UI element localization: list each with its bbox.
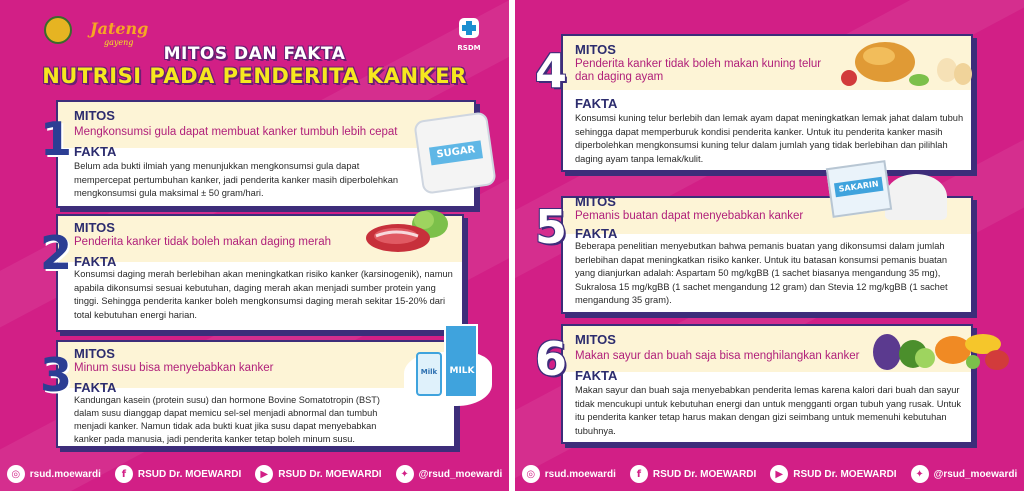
fact-text: Beberapa penelitian menyebutkan bahwa pemanis buatan yang dikonsumsi dalam jumlah berlebihan dapat meningkatkan risiko kanker. Untuk itu batasan konsumsi pemanis buatan yang dianjurkan adalah: Aspartam 50 mg/kgBB (1 sachet biasanya mengandung 35 mg), Sukralosa 15 mg/kgBB (1 sachet mengandung 12 gram) dan Stevia 12 mg/kgBB (1 sachet mengandung 35 gram). — [575, 241, 948, 305]
myth-heading: MITOS — [575, 332, 616, 347]
fact-text: Kandungan kasein (protein susu) dan hormone Bovine Somatotropin (BST) dalam susu dianggap dapat memicu sel-sel menjadi abnormal dan tumbuh menjadi kanker. Namun tidak ada bukti kuat jika susu dapat menyebabkan kanker pada manusia, jadi penderita kanker tetap boleh minum susu. — [74, 395, 380, 444]
youtube-icon: ▶ — [770, 465, 788, 483]
central-java-emblem-icon — [44, 16, 72, 44]
footer-instagram[interactable]: ◎ rsud.moewardi — [522, 465, 616, 483]
fruits-vegetables-icon — [865, 316, 1015, 374]
fact-text: Konsumsi daging merah berlebihan akan meningkatkan risiko kanker (karsinogenik), namun apabila dikonsumsi sesuai kebutuhan, daging merah akan menjadi sumber protein yang tinggi. Sehingga penderita kanker boleh mengkonsumsi daging merah sekitar 15-20% dari total kebutuhan energi harian. — [74, 269, 453, 320]
myth-text: Minum susu bisa menyebabkan kanker — [74, 362, 274, 374]
right-panel — [515, 0, 1024, 491]
fact-heading: FAKTA — [74, 254, 117, 269]
myth-heading: MITOS — [74, 220, 115, 235]
title-line-2: NUTRISI PADA PENDERITA KANKER — [42, 64, 467, 88]
myth-heading: MITOS — [74, 346, 115, 361]
youtube-icon: ▶ — [255, 465, 273, 483]
myth-heading: MITOS — [575, 42, 616, 57]
footer-social — [515, 457, 1024, 491]
facebook-icon: f — [115, 465, 133, 483]
instagram-icon: ◎ — [7, 465, 25, 483]
myth-text: Pemanis buatan dapat menyebabkan kanker — [575, 210, 804, 222]
myth-text: Penderita kanker tidak boleh makan kuning telur dan daging ayam — [575, 58, 822, 83]
myth-text: Mengkonsumsi gula dapat membuat kanker tumbuh lebih cepat — [74, 126, 398, 138]
fact-heading: FAKTA — [575, 226, 618, 241]
myth-heading: MITOS — [74, 108, 115, 123]
rsdm-logo: RSDM — [452, 16, 486, 56]
item-number-5: 5 — [535, 200, 568, 254]
item-number-4: 4 — [535, 44, 568, 98]
footer-twitter[interactable]: ✦ @rsud_moewardi — [911, 465, 1018, 483]
footer-social — [0, 457, 509, 491]
milk-carton-icon: MILK Milk — [404, 316, 494, 408]
fact-heading: FAKTA — [74, 380, 117, 395]
left-panel — [0, 0, 509, 491]
fact-heading: FAKTA — [74, 144, 117, 159]
footer-facebook[interactable]: f RSUD Dr. MOEWARDI — [115, 465, 241, 483]
instagram-icon: ◎ — [522, 465, 540, 483]
item-number-2: 2 — [40, 226, 73, 280]
footer-youtube[interactable]: ▶ RSUD Dr. MOEWARDI — [770, 465, 896, 483]
rsdm-cross-icon — [457, 16, 481, 40]
fact-heading: FAKTA — [575, 96, 618, 111]
jateng-logo: Jateng gayeng — [90, 19, 149, 47]
footer-instagram[interactable]: ◎ rsud.moewardi — [7, 465, 101, 483]
item-number-3: 3 — [40, 348, 73, 402]
title-line-1: MITOS DAN FAKTA — [163, 44, 346, 64]
fact-heading: FAKTA — [575, 368, 618, 383]
red-meat-icon — [362, 208, 452, 256]
twitter-icon: ✦ — [396, 465, 414, 483]
footer-youtube[interactable]: ▶ RSUD Dr. MOEWARDI — [255, 465, 381, 483]
fact-text: Konsumsi kuning telur berlebih dan lemak ayam dapat meningkatkan lemak jahat dalam tubuh sehingga dapat memperburuk kondisi penderita kanker. Untuk itu penderita kanker masih diperbolehkan mengkonsumsi kuning telur dalam jumlah yang tidak berlebihan dan pilihlah daging ayam tanpa lemak/kulit. — [575, 113, 964, 164]
chicken-egg-icon — [835, 36, 975, 90]
item-card-1 — [56, 100, 476, 208]
sugar-bag-icon: SUGAR — [413, 111, 497, 195]
fact-text: Belum ada bukti ilmiah yang menunjukkan mengkonsumsi gula dapat mempercepat pertumbuhan kanker, jadi penderita kanker masih diperbolehkan mengkonsumsi gula maksimal ± 50 gram/hari. — [74, 161, 399, 198]
fact-text: Makan sayur dan buah saja menyebabkan penderita lemas karena kalori dari buah dan sayur tidak mencukupi untuk kebutuhan energi dan untuk mengganti organ tubuh yang rusak. Untuk itu penderita kanker tetap harus makan dengan gizi seimbang untuk memenuhi kebutuhan tubuhnya. — [575, 385, 962, 436]
myth-text: Makan sayur dan buah saja bisa menghilangkan kanker — [575, 350, 860, 362]
twitter-icon: ✦ — [911, 465, 929, 483]
facebook-icon: f — [630, 465, 648, 483]
item-number-6: 6 — [535, 332, 568, 386]
sweetener-sachet-icon: SAKARIN — [825, 160, 951, 222]
item-number-1: 1 — [40, 112, 73, 166]
item-card-3 — [56, 340, 456, 448]
myth-heading: MITOS — [575, 194, 616, 209]
footer-twitter[interactable]: ✦ @rsud_moewardi — [396, 465, 503, 483]
footer-facebook[interactable]: f RSUD Dr. MOEWARDI — [630, 465, 756, 483]
myth-text: Penderita kanker tidak boleh makan daging merah — [74, 236, 331, 248]
